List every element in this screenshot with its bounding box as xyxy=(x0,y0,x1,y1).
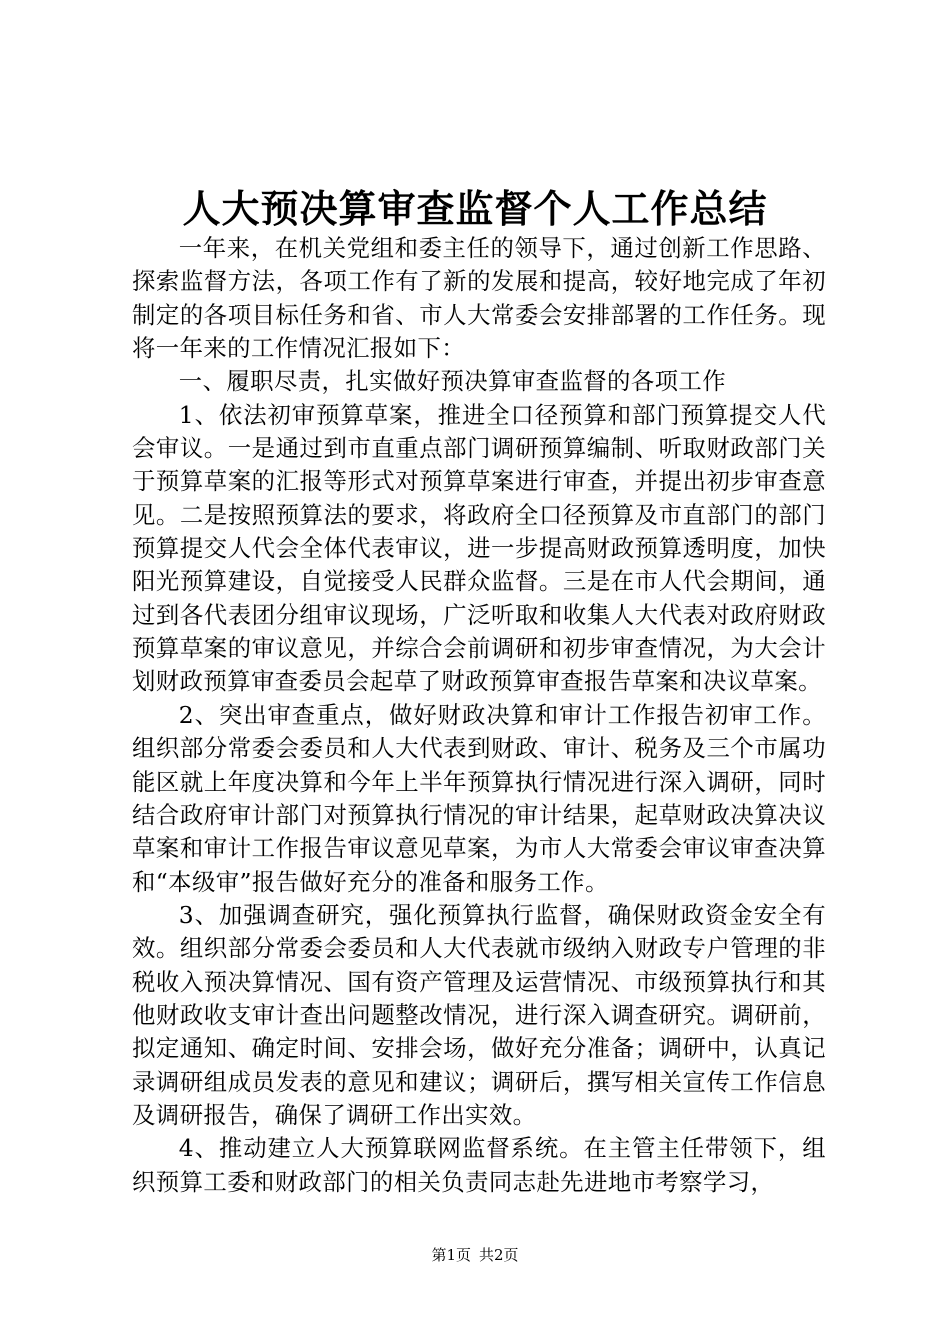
page-total: 共2页 xyxy=(479,1246,519,1264)
paragraph-item-3: 3、加强调查研究，强化预算执行监督，确保财政资金安全有效。组织部分常委会委员和人大代表就市级纳入财政专户管理的非税收入预决算情况、国有资产管理及运营情况、市级预算执行和其他财政收支审计查出问题整改情况，进行深入调查研究。调研前，拟定通知、确定时间、安排会场，做好充分准备；调研中，认真记录调研组成员发表的意见和建议；调研后，撰写相关宣传工作信息及调研报告，确保了调研工作出实效。 xyxy=(132,900,826,1129)
paragraph-intro: 一年来，在机关党组和委主任的领导下，通过创新工作思路、探索监督方法，各项工作有了新的发展和提高，较好地完成了年初制定的各项目标任务和省、市人大常委会安排部署的工作任务。现将一年来的工作情况汇报如下： xyxy=(132,234,826,363)
paragraph-item-4: 4、推动建立人大预算联网监督系统。在主管主任带领下，组织预算工委和财政部门的相关负责同志赴先进地市考察学习， xyxy=(132,1134,826,1196)
section-heading-1: 一、履职尽责，扎实做好预决算审查监督的各项工作 xyxy=(178,367,726,396)
page-number: 第1页 xyxy=(431,1246,471,1264)
document-title: 人大预决算审查监督个人工作总结 xyxy=(182,186,768,231)
paragraph-item-1: 1、依法初审预算草案，推进全口径预算和部门预算提交人代会审议。一是通过到市直重点部门调研预算编制、听取财政部门关于预算草案的汇报等形式对预算草案进行审查，并提出初步审查意见。二是按照预算法的要求，将政府全口径预算及市直部门的部门预算提交人代会全体代表审议，进一步提高财政预算透明度，加快阳光预算建设，自觉接受人民群众监督。三是在市人代会期间，通过到各代表团分组审议现场，广泛听取和收集人大代表对政府财政预算草案的审议意见，并综合会前调研和初步审查情况，为大会计划财政预算审查委员会起草了财政预算审查报告草案和决议草案。 xyxy=(132,400,826,696)
paragraph-item-2: 2、突出审查重点，做好财政决算和审计工作报告初审工作。组织部分常委会委员和人大代表到财政、审计、税务及三个市属功能区就上年度决算和今年上半年预算执行情况进行深入调研，同时结合政府审计部门对预算执行情况的审计结果，起草财政决算决议草案和审计工作报告审议意见草案，为市人大常委会审议审查决算和“本级审”报告做好充分的准备和服务工作。 xyxy=(132,700,826,896)
document-body xyxy=(132,232,826,1199)
page-footer xyxy=(0,1245,950,1265)
